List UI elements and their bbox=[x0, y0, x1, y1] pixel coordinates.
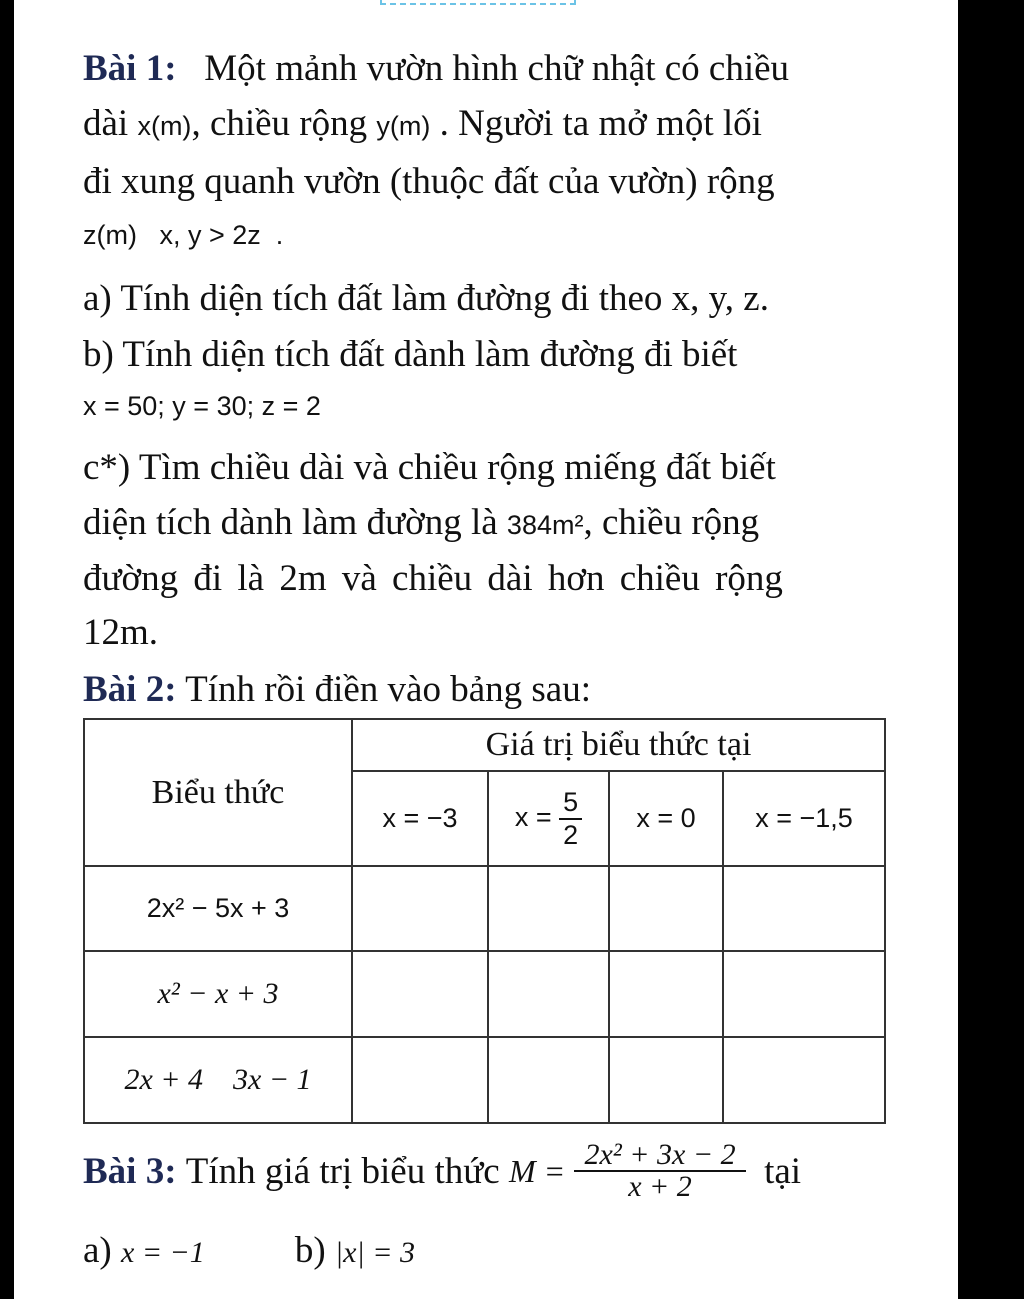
bai1-c1: c*) Tìm chiều dài và chiều rộng miếng đất biết bbox=[83, 447, 776, 488]
cell[interactable] bbox=[352, 1037, 488, 1123]
math: 384m² bbox=[506, 510, 584, 540]
fraction bbox=[559, 787, 582, 851]
bai3-heading bbox=[83, 1140, 801, 1202]
text: Tính giá trị biểu thức bbox=[185, 1150, 500, 1192]
bai1-b: b) Tính diện tích đất dành làm đường đi biết bbox=[83, 334, 738, 375]
bai2-label: Bài 2: bbox=[83, 669, 177, 710]
row-expr: x² − x + 3 bbox=[84, 951, 352, 1037]
math: x(m) bbox=[137, 111, 192, 141]
col-x-minus1-5: x = −1,5 bbox=[723, 771, 885, 866]
bai3-parts bbox=[83, 1232, 415, 1269]
cell[interactable] bbox=[352, 866, 488, 951]
cell[interactable] bbox=[488, 866, 609, 951]
col-x-minus3: x = −3 bbox=[352, 771, 488, 866]
text: Một mảnh vườn hình chữ nhật có chiều bbox=[204, 48, 790, 89]
bai1-c4: 12m. bbox=[83, 612, 159, 653]
cell[interactable] bbox=[609, 951, 723, 1037]
cell[interactable] bbox=[609, 866, 723, 951]
num: 2x² + 3x − 2 bbox=[574, 1140, 745, 1172]
cell[interactable] bbox=[609, 1037, 723, 1123]
text: , chiều rộng bbox=[191, 103, 368, 144]
bai1-c3: đường đi là 2m và chiều dài hơn chiều rộng bbox=[83, 558, 783, 599]
cell[interactable] bbox=[352, 951, 488, 1037]
header-group: Giá trị biểu thức tại bbox=[352, 719, 885, 771]
math: M = bbox=[508, 1153, 566, 1189]
bai1-a: a) Tính diện tích đất làm đường đi theo x, y, z. bbox=[83, 278, 769, 319]
table-row bbox=[84, 1037, 885, 1123]
cell[interactable] bbox=[488, 1037, 609, 1123]
value-table bbox=[83, 718, 886, 1124]
math: |x| = 3 bbox=[334, 1236, 415, 1269]
fraction bbox=[574, 1140, 745, 1202]
col-x-0: x = 0 bbox=[609, 771, 723, 866]
col-x-5-2 bbox=[488, 771, 609, 866]
text: x = bbox=[514, 801, 560, 832]
bai1-line3: đi xung quanh vườn (thuộc đất của vườn) rộng bbox=[83, 161, 775, 202]
bai1-line4: z(m) x, y > 2z . bbox=[83, 220, 284, 250]
row-expr: 2x² − 5x + 3 bbox=[84, 866, 352, 951]
cell[interactable] bbox=[723, 1037, 885, 1123]
document-page bbox=[14, 0, 958, 1299]
text: a) bbox=[83, 1230, 112, 1271]
bai1-b-values: x = 50; y = 30; z = 2 bbox=[83, 391, 321, 421]
den: 2 bbox=[563, 819, 579, 850]
table-row bbox=[84, 866, 885, 951]
table-row bbox=[84, 951, 885, 1037]
num: 5 bbox=[559, 787, 582, 820]
bai3-label: Bài 3: bbox=[83, 1150, 177, 1192]
den: x + 2 bbox=[628, 1170, 692, 1203]
text: Tính rồi điền vào bảng sau: bbox=[185, 669, 592, 710]
page-top-marker bbox=[380, 0, 576, 5]
cell[interactable] bbox=[723, 866, 885, 951]
text: diện tích dành làm đường là bbox=[83, 502, 498, 543]
row-expr: 2x + 4 3x − 1 bbox=[84, 1037, 352, 1123]
bai1-line2 bbox=[83, 105, 762, 142]
math: x = −1 bbox=[121, 1236, 205, 1269]
header-expr: Biểu thức bbox=[84, 719, 352, 866]
bai2-heading bbox=[83, 671, 591, 708]
text: tại bbox=[764, 1150, 802, 1192]
bai1-line1 bbox=[83, 50, 789, 87]
cell[interactable] bbox=[723, 951, 885, 1037]
text: dài bbox=[83, 103, 129, 144]
cell[interactable] bbox=[488, 951, 609, 1037]
text: b) bbox=[294, 1230, 326, 1271]
text: , chiều rộng bbox=[583, 502, 760, 543]
math: y(m) bbox=[376, 111, 431, 141]
bai1-label: Bài 1: bbox=[83, 48, 177, 89]
bai1-c2 bbox=[83, 504, 759, 541]
text: . Người ta mở một lối bbox=[439, 103, 762, 144]
